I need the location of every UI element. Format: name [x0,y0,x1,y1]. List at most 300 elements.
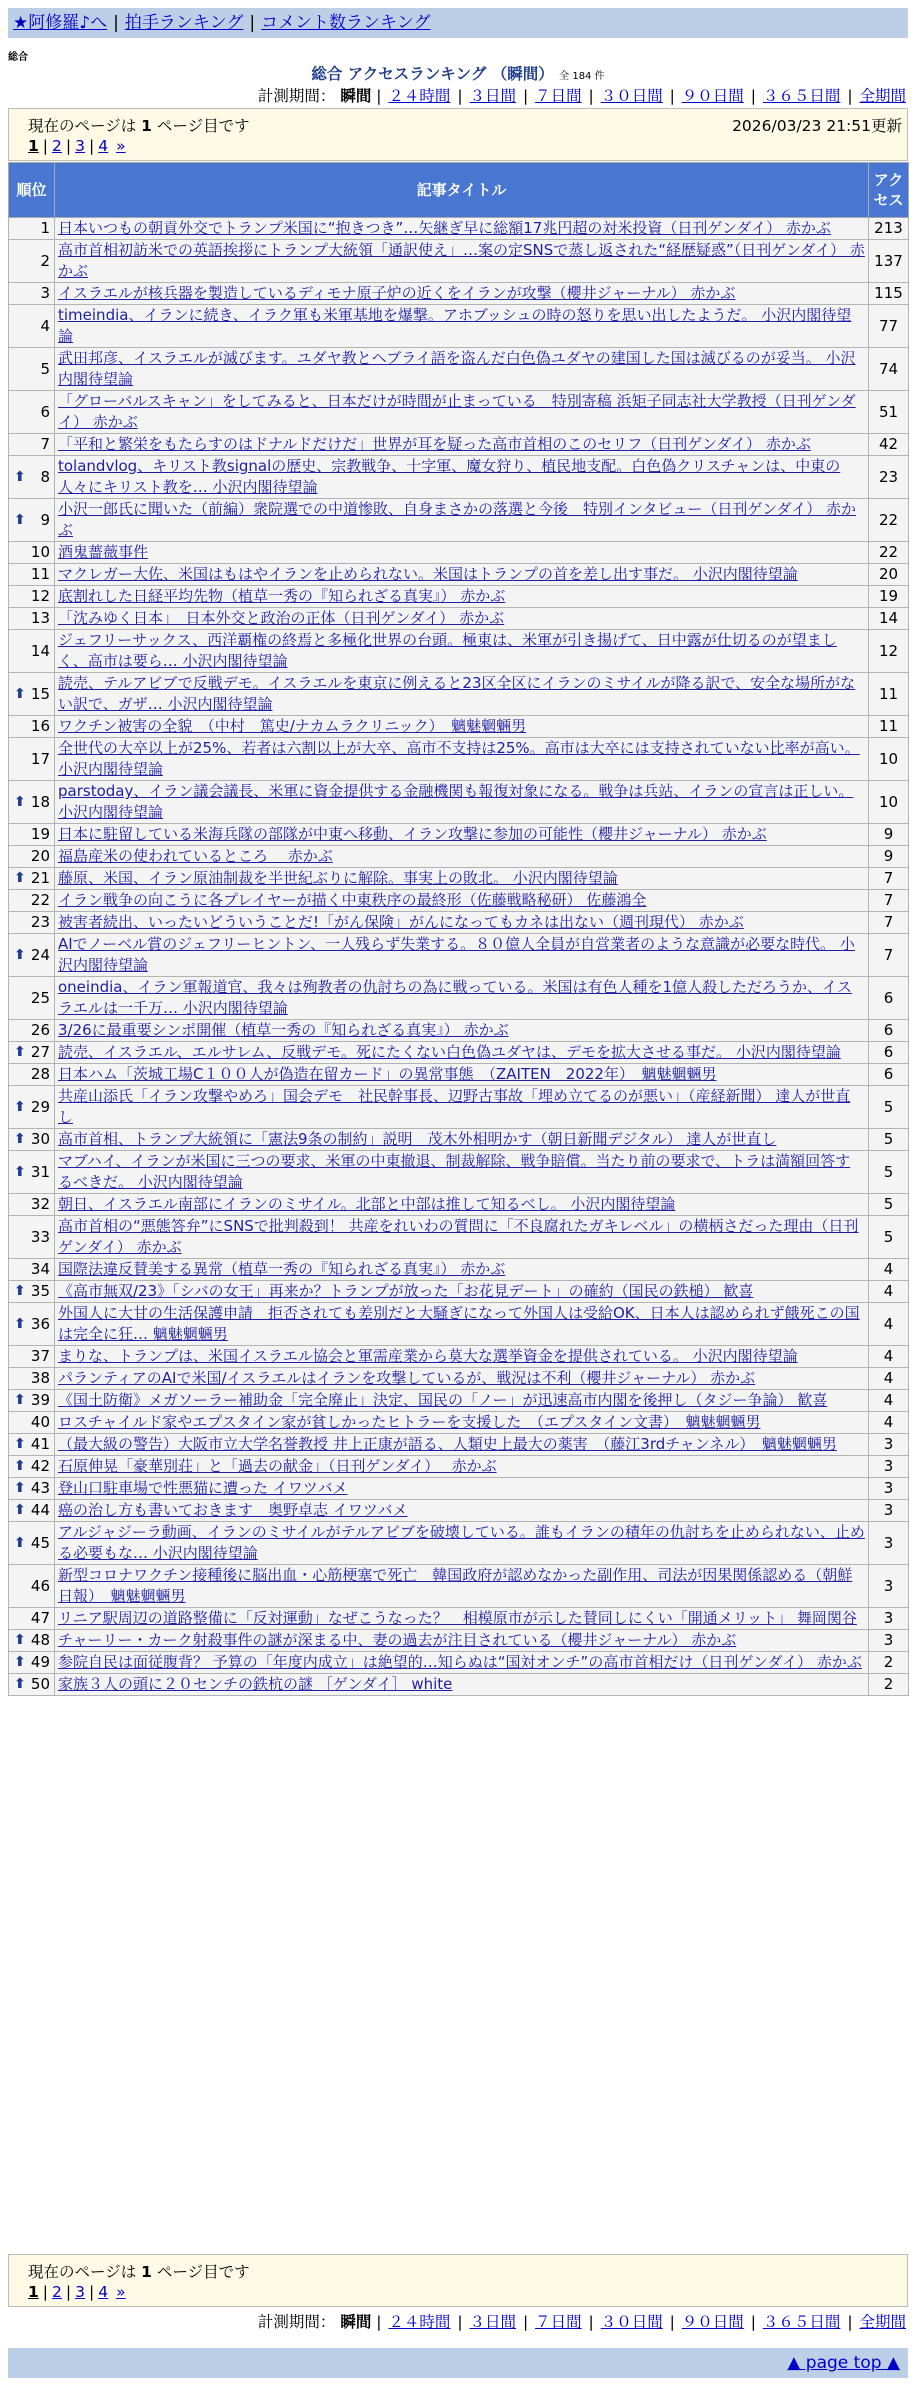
table-row [9,1522,909,1565]
table-row [9,1652,909,1674]
rank-number: 24 [30,945,50,964]
rank-number: 31 [30,1162,50,1181]
article-title-link[interactable]: マブハイ、イランが米国に三つの要求、米軍の中東撤退、制裁解除、戦争賠償。当たり前の要求で、トラは満額回答するべきだ。 小沢内閣待望論 [58,1152,851,1191]
period-link-3d[interactable]: ３日間 [469,87,517,105]
rank-cell [9,1020,55,1042]
rank-number: 10 [30,543,50,561]
period-link-365d[interactable]: ３６５日間 [762,2313,841,2331]
page-link-2[interactable]: 2 [52,2283,62,2301]
ranking-table [8,162,909,1696]
access-count: 5 [869,1151,909,1194]
article-title-link[interactable]: 日本ハム「茨城工場C１００人が偽造在留カード」の異常事態 （ZAITEN 2022年） 魑魅魍魎男 [58,1065,717,1083]
article-title-link[interactable]: 新型コロナワクチン接種後に脳出血・心筋梗塞で死亡 韓国政府が認めなかった副作用、司法が因果関係認める（朝鮮日報） 魑魅魍魎男 [58,1566,853,1605]
access-count: 2 [869,1652,909,1674]
table-row [9,1151,909,1194]
period-selector-bottom: 計測期間： 瞬間 | ２４時間 | ３日間 | ７日間 | ３０日間 | ９０日間 | ３６５日間 | 全期間 [257,2313,906,2331]
access-count: 115 [869,283,909,305]
title-cell [55,499,869,542]
page-link-4[interactable]: 4 [98,137,109,155]
rank-cell [9,499,55,542]
title-cell [55,1259,869,1281]
rank-cell [9,240,55,283]
title-cell [55,1042,869,1064]
access-count: 7 [869,890,909,912]
article-title-link[interactable]: イラン戦争の向こうに各プレイヤーが描く中東秩序の最終形（佐藤戦略秘研） 佐藤鴻全 [58,891,647,909]
rank-cell [9,1478,55,1500]
pagination-bottom: 1 | 2 | 3 | 4 » [28,2283,126,2301]
access-count: 22 [869,499,909,542]
rank-up-arrow-icon: ⬆ [14,1632,26,1648]
article-title-link[interactable]: 朝日、イスラエル南部にイランのミサイル。北部と中部は推して知るべし。 小沢内閣待望論 [58,1195,676,1213]
page-link-3[interactable]: 3 [75,2283,86,2301]
title-cell [55,716,869,738]
table-row [9,1565,909,1608]
rank-number: 25 [30,988,50,1007]
article-title-link[interactable]: 「沈みゆく日本」 日本外交と政治の正体（日刊ゲンダイ） 赤かぶ [58,609,505,627]
article-title-link[interactable]: 読売、イスラエル、エルサレム、反戦デモ。死にたくない白色偽ユダヤは、デモを拡大させる事だ。 小沢内閣待望論 [58,1043,841,1061]
access-count: 2 [869,1674,909,1696]
rank-number: 19 [30,825,50,843]
table-row [9,564,909,586]
access-count: 3 [869,1434,909,1456]
table-row [9,1303,909,1346]
table-row [9,1194,909,1216]
table-row [9,846,909,868]
rank-up-arrow-icon: ⬆ [14,511,26,528]
table-row [9,1390,909,1412]
nav-link-applause-ranking[interactable]: 拍手ランキング [124,13,244,33]
rank-number: 12 [30,587,50,605]
rank-number: 22 [30,891,50,909]
page-link-1[interactable]: 1 [28,2283,39,2301]
title-cell [55,564,869,586]
ranking-table-body [9,218,909,1696]
rank-up-arrow-icon: ⬆ [14,1163,26,1180]
title-cell [55,1608,869,1630]
title-cell [55,542,869,564]
rank-number: 3 [40,284,50,302]
article-title-link[interactable]: 「平和と繁栄をもたらすのはドナルドだけだ」世界が耳を疑った高市首相のこのセリフ（日刊ゲンダイ） 赤かぶ [58,435,811,453]
rank-up-arrow-icon: ⬆ [14,1098,26,1115]
access-count: 4 [869,1346,909,1368]
article-title-link[interactable]: 酒鬼薔薇事件 [58,543,149,561]
title-cell [55,1478,869,1500]
article-title-link[interactable]: リニア駅周辺の道路整備に「反対運動」なぜこうなった？ 相模原市が示した賛同しにくい「開通メリット」 舞岡関谷 [58,1609,857,1627]
title-cell [55,868,869,890]
rank-number: 6 [40,402,50,421]
page-link-1[interactable]: 1 [28,137,39,155]
access-count: 3 [869,1456,909,1478]
access-count: 6 [869,1064,909,1086]
rank-up-arrow-icon: ⬆ [14,1676,26,1692]
rank-cell [9,348,55,391]
table-row [9,586,909,608]
period-label: 計測期間： [257,87,336,105]
access-count: 4 [869,1281,909,1303]
rank-cell [9,542,55,564]
table-row [9,630,909,673]
rank-cell [9,1216,55,1259]
access-count: 11 [869,673,909,716]
table-row [9,1412,909,1434]
title-cell [55,738,869,781]
page-next-link[interactable]: » [116,137,126,155]
article-title-link[interactable]: 福島産米の使われているところ 赤かぶ [58,847,333,865]
rank-cell [9,1368,55,1390]
title-cell [55,673,869,716]
article-title-link[interactable]: アルジャジーラ動画、イランのミサイルがテルアビブを破壊している。誰もイランの積年の仇討ちを止められない、止める必要もな… 小沢内閣待望論 [58,1523,865,1562]
title-cell [55,934,869,977]
rank-number: 45 [30,1533,50,1552]
access-count: 4 [869,1368,909,1390]
rank-cell [9,912,55,934]
article-title-link[interactable]: 高市首相、トランプ大統領に「憲法9条の制約」説明 茂木外相明かす（朝日新聞デジタル） 達人が世直し [58,1130,777,1148]
period-link-7d[interactable]: ７日間 [535,2313,582,2331]
table-row [9,1608,909,1630]
table-row [9,1346,909,1368]
table-row [9,1456,909,1478]
rank-number: 1 [40,219,50,237]
title-cell [55,283,869,305]
article-title-link[interactable]: 底割れした日経平均先物（植草一秀の『知られざる真実』） 赤かぶ [58,587,506,605]
rank-up-arrow-icon: ⬆ [14,1283,26,1299]
rank-number: 26 [30,1021,50,1039]
title-cell [55,1151,869,1194]
rank-number: 2 [40,251,50,270]
rank-cell [9,846,55,868]
article-title-link[interactable]: 「グローバルスキャン」をしてみると、日本だけが時間が止まっている 特別寄稿 浜矩子同志社大学教授（日刊ゲンダイ） 赤かぶ [58,392,856,431]
access-count: 9 [869,846,909,868]
access-count: 3 [869,1630,909,1652]
period-current: 瞬間 [340,87,372,105]
rank-number: 35 [30,1282,50,1300]
page-info-bottom [8,2254,908,2307]
access-count: 4 [869,1412,909,1434]
table-row [9,1674,909,1696]
access-count: 10 [869,781,909,824]
period-link-365d[interactable]: ３６５日間 [762,87,841,105]
title-cell [55,977,869,1020]
rank-cell [9,608,55,630]
article-title-link[interactable]: 日本に駐留している米海兵隊の部隊が中東へ移動、イラン攻撃に参加の可能性（櫻井ジャーナル） 赤かぶ [58,825,767,843]
rank-cell [9,1674,55,1696]
title-cell [55,434,869,456]
title-cell [55,456,869,499]
access-count: 11 [869,716,909,738]
period-selector-top: 計測期間： 瞬間 | ２４時間 | ３日間 | ７日間 | ３０日間 | ９０日間 | ３６５日間 | 全期間 [257,87,906,105]
rank-number: 4 [40,316,50,335]
rank-up-arrow-icon: ⬆ [14,1502,26,1518]
rank-up-arrow-icon: ⬆ [14,1044,26,1060]
period-link-all[interactable]: 全期間 [859,2313,906,2331]
title-cell [55,1303,869,1346]
article-title-link[interactable]: 武田邦彦、イスラエルが滅びます。ユダヤ教とヘブライ語を盗んだ白色偽ユダヤの建国した国は滅びるのが妥当。 小沢内閣待望論 [58,349,856,388]
rank-cell [9,305,55,348]
table-row [9,1434,909,1456]
rank-cell [9,738,55,781]
rank-cell [9,1434,55,1456]
rank-up-arrow-icon: ⬆ [14,1458,26,1474]
title-cell [55,240,869,283]
rank-cell [9,1412,55,1434]
current-page-text: 現在のページは 1 ページ目です [28,2263,250,2281]
rank-number: 50 [30,1675,50,1693]
article-title-link[interactable]: 全世代の大卒以上が25%、若者は六割以上が大卒、高市不支持は25%。高市は大卒には支持されていない比率が高い。 小沢内閣待望論 [58,739,860,778]
article-title-link[interactable]: 外国人に大甘の生活保護申請 拒否されても差別だと大騒ぎになって外国人は受給OK、日本人は認められず餓死この国は完全に狂… 魑魅魍魎男 [58,1304,860,1343]
table-row [9,305,909,348]
table-row [9,890,909,912]
article-title-link[interactable]: 家族３人の頭に２０センチの鉄杭の謎 ［ゲンダイ］ white [58,1675,453,1693]
article-title-link[interactable]: timeindia、イランに続き、イラク軍も米軍基地を爆撃。アホブッシュの時の怒りを思い出したようだ。 小沢内閣待望論 [58,306,852,345]
rank-number: 44 [30,1501,50,1519]
article-title-link[interactable]: ロスチャイルド家やエプスタイン家が貧しかったヒトラーを支援した （エプスタイン文書） 魑魅魍魎男 [58,1413,761,1431]
table-row [9,1086,909,1129]
article-title-link[interactable]: tolandvlog、キリスト教signalの歴史、宗教戦争、十字軍、魔女狩り、植民地支配。白色偽クリスチャンは、中東の人々にキリスト教を… 小沢内閣待望論 [58,457,841,496]
access-count: 19 [869,586,909,608]
rank-cell [9,934,55,977]
access-count: 10 [869,738,909,781]
article-title-link[interactable]: 小沢一郎氏に聞いた（前編）衆院選での中道惨敗、自身まさかの落選と今後 特別インタビュー（日刊ゲンダイ） 赤かぶ [58,500,856,539]
title-cell [55,218,869,240]
rank-number: 17 [30,749,50,768]
category-label: 総合 [8,52,28,63]
table-row [9,1042,909,1064]
rank-up-arrow-icon: ⬆ [14,1315,26,1332]
rank-number: 29 [30,1097,50,1116]
article-title-link[interactable]: ジェフリーサックス、西洋覇権の終焉と多極化世界の台頭。極東は、米軍が引き揚げて、日中露が仕切るのが望ましく、高市は要ら… 小沢内閣待望論 [58,631,837,670]
article-title-link[interactable]: チャーリー・カーク射殺事件の謎が深まる中、妻の過去が注目されている（櫻井ジャーナル） 赤かぶ [58,1631,737,1649]
access-count: 12 [869,630,909,673]
rank-number: 33 [30,1227,50,1246]
rank-up-arrow-icon: ⬆ [14,685,26,702]
rank-cell [9,868,55,890]
rank-number: 28 [30,1065,50,1083]
rank-cell [9,1390,55,1412]
access-count: 6 [869,1042,909,1064]
title-cell [55,1652,869,1674]
table-row [9,1500,909,1522]
article-title-link[interactable]: 国際法違反賛美する異常（植草一秀の『知られざる真実』） 赤かぶ [58,1260,506,1278]
table-row [9,738,909,781]
column-header-rank: 順位 [9,163,55,218]
access-count: 5 [869,1194,909,1216]
period-link-30d[interactable]: ３０日間 [600,87,663,105]
title-cell [55,1194,869,1216]
title-cell [55,1368,869,1390]
top-nav-bar: ★阿修羅♪へ | 拍手ランキング | コメント数ランキング [8,8,908,38]
title-cell [55,1216,869,1259]
page-top-link[interactable]: ▲ page top ▲ [787,2353,900,2373]
period-link-24h[interactable]: ２４時間 [388,87,451,105]
article-title-link[interactable]: 登山口駐車場で性悪猫に遭った イワツバメ [58,1479,348,1497]
rank-cell [9,1042,55,1064]
access-count: 4 [869,1390,909,1412]
table-row [9,391,909,434]
rank-number: 32 [30,1195,50,1213]
period-link-24h[interactable]: ２４時間 [388,2313,451,2331]
title-cell [55,1412,869,1434]
period-link-3d[interactable]: ３日間 [469,2313,517,2331]
rank-number: 43 [30,1479,50,1497]
rank-up-arrow-icon: ⬆ [14,1131,26,1147]
rank-cell [9,586,55,608]
rank-cell [9,1565,55,1608]
article-title-link[interactable]: 読売、テルアビブで反戦デモ。イスラエルを東京に例えると23区全区にイランのミサイルが降る訳で、安全な場所がない訳で、ガザ… 小沢内閣待望論 [58,674,856,713]
rank-number: 13 [30,609,50,627]
nav-link-comment-ranking[interactable]: コメント数ランキング [261,13,431,33]
title-cell [55,630,869,673]
title-cell [55,781,869,824]
article-title-link[interactable]: ワクチン被害の全貌 （中村 篤史/ナカムラクリニック） 魑魅魍魎男 [58,717,527,735]
article-title-link[interactable]: parstoday、イラン議会議長、米軍に資金提供する金融機関も報復対象になる。戦争は兵站、イランの宣言は正しい。 小沢内閣待望論 [58,782,854,821]
access-count: 3 [869,1478,909,1500]
rank-number: 20 [30,847,50,865]
page-link-3[interactable]: 3 [75,137,86,155]
rank-cell [9,564,55,586]
rank-number: 42 [30,1457,50,1475]
article-title-link[interactable]: マクレガー大佐、米国はもはやイランを止められない。米国はトランプの首を差し出す事だ。 小沢内閣待望論 [58,565,798,583]
article-title-link[interactable]: 石原伸晃「豪華別荘」と「過去の献金」（日刊ゲンダイ） 赤かぶ [58,1457,497,1475]
rank-number: 9 [40,510,50,529]
rank-up-arrow-icon: ⬆ [14,1654,26,1670]
rank-cell [9,283,55,305]
period-link-90d[interactable]: ９０日間 [681,87,744,105]
access-count: 3 [869,1608,909,1630]
rank-cell [9,1500,55,1522]
article-title-link[interactable]: 高市首相初訪米での英語挨拶にトランプ大統領「通訳使え」…案の定SNSで蒸し返された“経歴疑惑”（日刊ゲンダイ） 赤かぶ [58,241,865,280]
table-row [9,716,909,738]
rank-up-arrow-icon: ⬆ [14,793,26,810]
access-count: 3 [869,1522,909,1565]
title-cell [55,1674,869,1696]
rank-cell [9,1456,55,1478]
rank-cell [9,673,55,716]
table-row [9,912,909,934]
period-link-7d[interactable]: ７日間 [535,87,582,105]
rank-cell [9,391,55,434]
updated-timestamp: 2026/03/23 21:51更新 [732,117,902,135]
table-row [9,934,909,977]
article-title-link[interactable]: パランティアのAIで米国/イスラエルはイランを攻撃しているが、戦況は不利（櫻井ジャーナル） 赤かぶ [58,1369,756,1387]
access-count: 14 [869,608,909,630]
article-title-link[interactable]: 高市首相の“悪態答弁”にSNSで批判殺到！ 共産をれいわの質問に「不良腐れたガキレベル」の横柄さだった理由（日刊ゲンダイ） 赤かぶ [58,1217,859,1256]
table-row [9,1281,909,1303]
article-title-link[interactable]: まりな、トランプは、米国イスラエル協会と軍需産業から莫大な選挙資金を提供されている。 小沢内閣待望論 [58,1347,798,1365]
title-cell [55,846,869,868]
access-count: 7 [869,934,909,977]
rank-cell [9,1652,55,1674]
access-count: 5 [869,1129,909,1151]
total-count: 全 184 件 [559,71,605,82]
rank-cell [9,1064,55,1086]
title-cell [55,1020,869,1042]
rank-cell [9,456,55,499]
article-title-link[interactable]: 3/26に最重要シンポ開催（植草一秀の『知られざる真実』） 赤かぶ [58,1021,509,1039]
rank-cell [9,1522,55,1565]
access-count: 4 [869,1303,909,1346]
page-link-2[interactable]: 2 [52,137,62,155]
rank-number: 30 [30,1130,50,1148]
access-count: 3 [869,1565,909,1608]
access-count: 77 [869,305,909,348]
table-row [9,499,909,542]
rank-cell [9,890,55,912]
rank-number: 41 [30,1435,50,1453]
table-row [9,348,909,391]
rank-number: 5 [40,359,50,378]
period-link-90d[interactable]: ９０日間 [681,2313,744,2331]
title-cell [55,1565,869,1608]
article-title-link[interactable]: 参院自民は面従腹背？ 予算の「年度内成立」は絶望的…知らぬは“国対オンチ”の高市首相だけ（日刊ゲンダイ） 赤かぶ [58,1653,862,1671]
page-link-4[interactable]: 4 [98,2283,109,2301]
rank-up-arrow-icon: ⬆ [14,1392,26,1408]
rank-number: 39 [30,1391,50,1409]
table-row [9,1259,909,1281]
period-link-all[interactable]: 全期間 [859,87,906,105]
rank-cell [9,630,55,673]
rank-number: 49 [30,1653,50,1671]
table-row [9,608,909,630]
article-title-link[interactable]: 共産山添氏「イラン攻撃やめろ」国会デモ 社民幹事長、辺野古事故「埋め立てるのが悪い」（産経新聞） 達人が世直し [58,1087,851,1126]
rank-number: 8 [40,467,50,486]
table-row [9,977,909,1020]
article-title-link[interactable]: 藤原、米国、イラン原油制裁を半世紀ぶりに解除。事実上の敗北。 小沢内閣待望論 [58,869,618,887]
pagination-top: 1 | 2 | 3 | 4 » [28,137,126,155]
rank-cell [9,1281,55,1303]
table-row [9,1368,909,1390]
article-title-link[interactable]: oneindia、イラン軍報道官、我々は殉教者の仇討ちの為に戦っている。米国は有色人種を1億人殺しただろうか、イスラエルは一千万… 小沢内閣待望論 [58,978,852,1017]
article-title-link[interactable]: AIでノーベル賞のジェフリーヒントン、一人残らず失業する。８０億人全員が自営業者のような意識が必要な時代。 小沢内閣待望論 [58,935,855,974]
period-link-30d[interactable]: ３０日間 [600,2313,663,2331]
title-cell [55,1281,869,1303]
table-row [9,240,909,283]
title-cell [55,824,869,846]
table-row [9,1020,909,1042]
access-count: 3 [869,1500,909,1522]
title-cell [55,348,869,391]
rank-cell [9,434,55,456]
nav-link-ashura[interactable]: ★阿修羅♪へ [13,13,108,33]
rank-number: 37 [30,1347,50,1365]
page-title [0,62,916,84]
table-row [9,1064,909,1086]
article-title-link[interactable]: イスラエルが核兵器を製造しているディモナ原子炉の近くをイランが攻撃（櫻井ジャーナル） 赤かぶ [58,284,736,302]
article-title-link[interactable]: 癌の治し方も書いておきます 奥野卓志 イワツバメ [58,1501,408,1519]
table-row [9,1630,909,1652]
title-cell [55,1630,869,1652]
access-count: 9 [869,824,909,846]
access-count: 213 [869,218,909,240]
rank-cell [9,1086,55,1129]
rank-up-arrow-icon: ⬆ [14,1534,26,1551]
access-count: 4 [869,1259,909,1281]
rank-number: 18 [30,792,50,811]
article-title-link[interactable]: 《国土防衛》メガソーラー補助金「完全廃止」決定、国民の「ノー」が迅速高市内閣を後押し（タジー争論） 歓喜 [58,1391,828,1409]
rank-number: 7 [40,435,50,453]
article-title-link[interactable]: （最大級の警告）大阪市立大学名誉教授 井上正康が語る、人類史上最大の薬害 （藤江3rdチャンネル） 魑魅魍魎男 [58,1435,837,1453]
title-cell [55,608,869,630]
rank-cell [9,218,55,240]
title-cell [55,1390,869,1412]
access-count: 51 [869,391,909,434]
article-title-link[interactable]: 被害者続出、いったいどういうことだ!「がん保険」がんになってもカネは出ない（週刊現代） 赤かぶ [58,913,744,931]
article-title-link[interactable]: 日本いつもの朝貢外交でトランプ米国に“抱きつき”…矢継ぎ早に総額17兆円超の対米投資（日刊ゲンダイ） 赤かぶ [58,219,831,237]
article-title-link[interactable]: 《高市無双/23》「シバの女王」再来か？トランプが放った「お花見デート」の確約（国民の鉄槌） 歓喜 [58,1282,754,1300]
rank-number: 15 [30,684,50,703]
page-title-text: 総合 アクセスランキング （瞬間） [311,65,554,83]
rank-number: 47 [30,1609,50,1627]
page-next-link[interactable]: » [116,2283,126,2301]
